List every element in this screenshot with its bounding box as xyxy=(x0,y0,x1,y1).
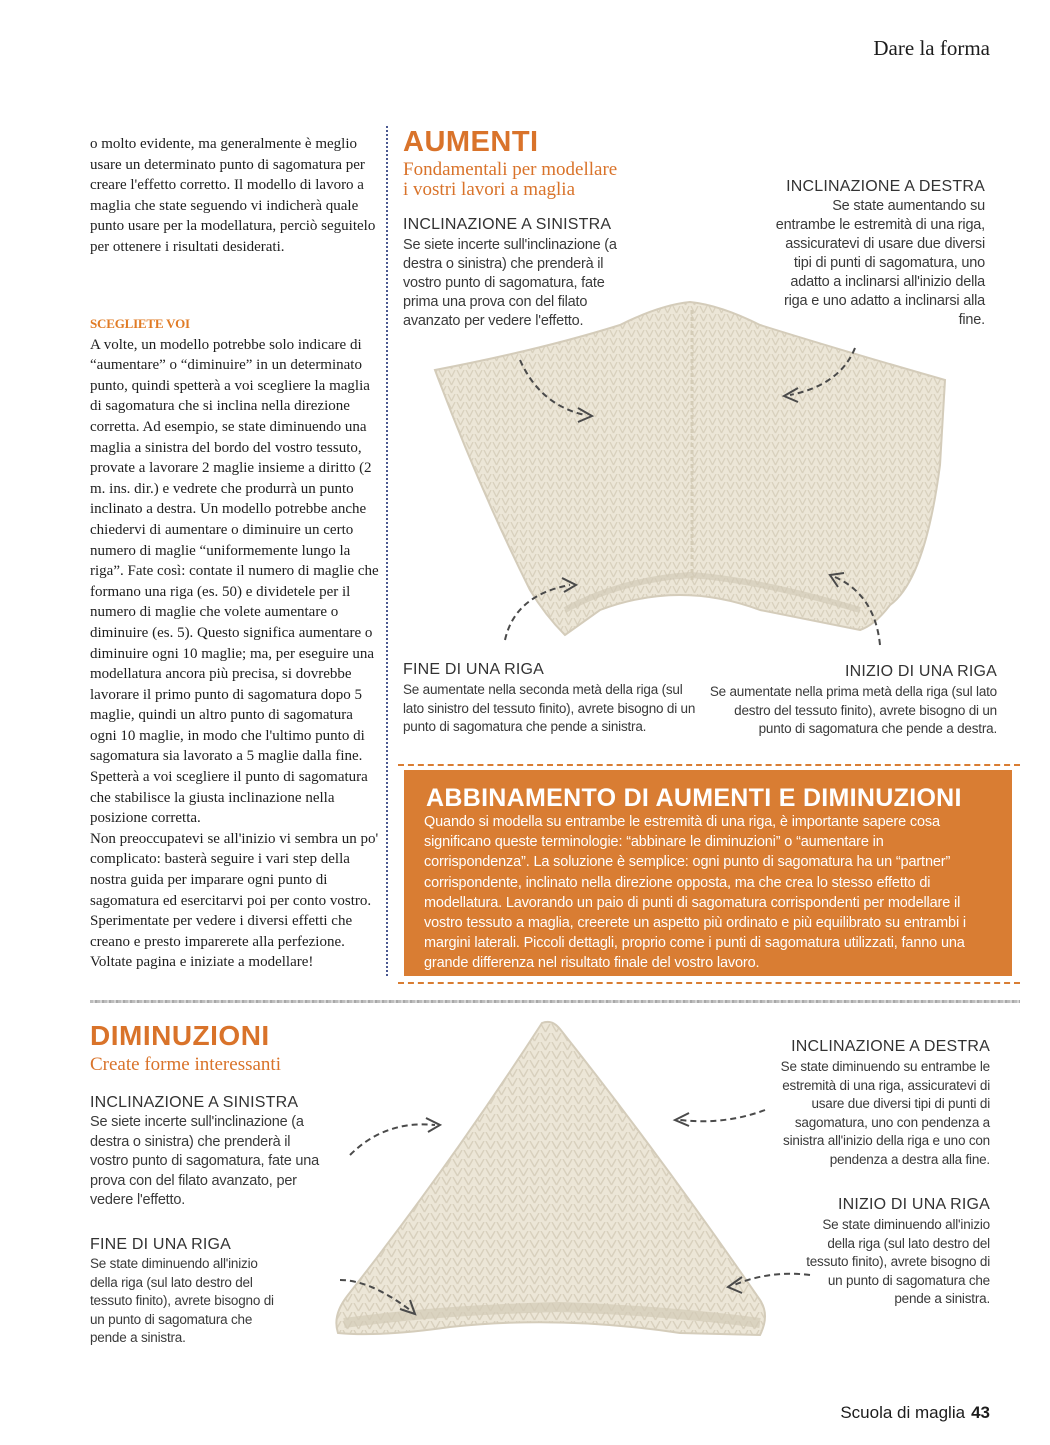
aumenti-subtitle-line1: Fondamentali per modellare xyxy=(403,159,618,180)
arrow-row-end xyxy=(490,570,590,650)
diminuzioni-left-label: INCLINAZIONE A SINISTRA xyxy=(90,1094,299,1111)
arrow-row-start xyxy=(820,565,900,655)
left-column-body xyxy=(90,314,380,973)
body-paragraph-3: Voltate pagina e iniziate a modellare! xyxy=(90,954,314,971)
section-divider xyxy=(90,1000,1020,1003)
diminuzioni-right-text: Se state diminuendo su entrambe le estremità di una riga, assicuratevi di usare due diversi tipi di punti di sagomatura, uno con pendenza a sinistra all'inizio della riga e uno con pendenza a destra alla fine. xyxy=(780,1059,990,1167)
aumenti-start-text: Se aumentate nella prima metà della riga (sul lato destro del tessuto finito), avrete bisogno di un punto di sagomatura che pende a destra. xyxy=(709,684,997,736)
aumenti-right-text: Se state aumentando su entrambe le estremità di una riga, assicuratevi di usare due diversi tipi di punti di sagomatura, uno adatto a inclinarsi all'inizio della riga e uno adatto a inclinarsi alla fine. xyxy=(775,198,985,328)
diminuzioni-right-label: INCLINAZIONE A DESTRA xyxy=(791,1038,990,1055)
aumenti-left-label: INCLINAZIONE A SINISTRA xyxy=(403,216,612,233)
aumenti-subtitle-line2: i vostri lavori a maglia xyxy=(403,179,576,200)
aumenti-right-label: INCLINAZIONE A DESTRA xyxy=(786,178,985,195)
box-bottom-border xyxy=(398,982,1020,984)
diminuzioni-left-text: Se siete incerte sull'inclinazione (a destra o sinistra) che prenderà il vostro punto di sagomatura, fate una prova con del filato avanzato, per vedere l'effetto. xyxy=(90,1114,319,1208)
box-top-border xyxy=(398,764,1020,766)
aumenti-subtitle xyxy=(403,160,617,200)
page-section-title: Dare la forma xyxy=(873,36,990,60)
diminuzioni-start-text: Se state diminuendo all'inizio della riga (sul lato destro del tessuto finito), avrete bisogno di un punto di sagomatura che pende a sinistra. xyxy=(806,1217,990,1306)
diminuzioni-end-text: Se state diminuendo all'inizio della riga (sul lato destro del tessuto finito), avrete bisogno di un punto di sagomatura che pende a sinistra. xyxy=(90,1256,274,1345)
abbinamento-title: ABBINAMENTO DI AUMENTI E DIMINUZIONI xyxy=(426,784,962,812)
aumenti-end-label: FINE DI UNA RIGA xyxy=(403,661,544,678)
diminuzioni-end-label: FINE DI UNA RIGA xyxy=(90,1236,231,1253)
column-divider xyxy=(386,126,388,976)
diminuzioni-subtitle: Create forme interessanti xyxy=(90,1054,281,1075)
page-footer xyxy=(840,1403,990,1423)
aumenti-end-text: Se aumentate nella seconda metà della riga (sul lato sinistro del tessuto finito), avrete bisogno di un punto di sagomatura che pende a sinistra. xyxy=(403,682,696,734)
arrow-dec-end xyxy=(330,1265,440,1335)
intro-paragraph xyxy=(90,134,380,258)
aumenti-start-label: INIZIO DI UNA RIGA xyxy=(844,663,997,680)
diminuzioni-start-label: INIZIO DI UNA RIGA xyxy=(837,1196,990,1213)
arrow-dec-left xyxy=(340,1110,450,1170)
aumenti-title: AUMENTI xyxy=(403,126,539,158)
body-paragraph-2: Non preoccupatevi se all'inizio vi sembra un po' complicato: basterà seguire i vari step della nostra guida per imparare ogni punto di sagomatura ed esercitarvi poi per conto vostro. Sperimentate per vedere i diversi effetti che creano e presto imparerete alla perfezione. xyxy=(90,830,379,950)
arrow-dec-right xyxy=(665,1095,775,1145)
diminuzioni-title: DIMINUZIONI xyxy=(90,1020,270,1051)
body-paragraph: A volte, un modello potrebbe solo indicare di “aumentare” o “diminuire” in un determinato punto, quindi spetterà a voi scegliere la maglia di sagomatura che si inclina nella direzione corretta. Ad esempio, se state diminuendo una maglia a sinistra del bordo del vostro tessuto, provate a lavorare 2 maglie insieme a diritto (2 m. ins. dir.) e vedrete che produrrà un punto inclinato a destra. Un modello potrebbe anche chiedervi di aumentare o diminuire un certo numero di maglie “uniformemente lungo la riga”. Fate così: contate il numero di maglie che formano una riga (es. 50) e dividetele per il numero di maglie che volete aumentare o diminuire (es. 5). Questo significa aumentare o diminuire ogni 10 maglie; ma, per eseguire una modellatura ancora più precisa, si dovrebbe lavorare il primo punto di sagomatura dopo 5 maglie, quindi un altro punto di sagomatura ogni 10 maglie, in modo che l'ultimo punto di sagomatura sia lavorato a 5 maglie dalla fine. Spetterà a voi scegliere il punto di sagomatura che stabilisce la giusta inclinazione nella posizione corretta. xyxy=(90,336,379,827)
aumenti-left-text: Se siete incerte sull'inclinazione (a destra o sinistra) che prenderà il vostro punto di sagomatura, fate prima una prova con del filato avanzato per vedere l'effetto. xyxy=(403,237,617,329)
subheading-scegliete-voi: SCEGLIETE VOI xyxy=(90,316,190,331)
arrow-left-slant xyxy=(500,350,610,430)
page-number: 43 xyxy=(971,1403,990,1422)
intro-text: o molto evidente, ma generalmente è meglio usare un determinato punto di sagomatura per creare l'effetto corretto. Il modello di lavoro a maglia che state seguendo vi indicherà quale punto usare per la modellatura, perciò seguitelo per ottenere i risultati desiderati. xyxy=(90,136,376,255)
arrow-right-slant xyxy=(770,340,870,410)
publication-name: Scuola di maglia xyxy=(840,1403,966,1422)
abbinamento-text: Quando si modella su entrambe le estremità di una riga, è importante sapere cosa significano queste terminologie: “abbinare le diminuzioni” o “aumentare in corrispondenza”. La soluzione è semplice: ogni punto di sagomatura ha un “partner” corrispondente, inclinato nella direzione opposta, ma che crea lo stesso effetto di modellatura. Lavorando un paio di punti di sagomatura corrispondenti per modellare il vostro tessuto a maglia, creerete un aspetto più ordinato e più equilibrato su entrambi i margini laterali. Piccoli dettagli, proprio come i punti di sagomatura utilizzati, fanno una grande differenza nel risultato finale del vostro lavoro. xyxy=(424,814,966,972)
